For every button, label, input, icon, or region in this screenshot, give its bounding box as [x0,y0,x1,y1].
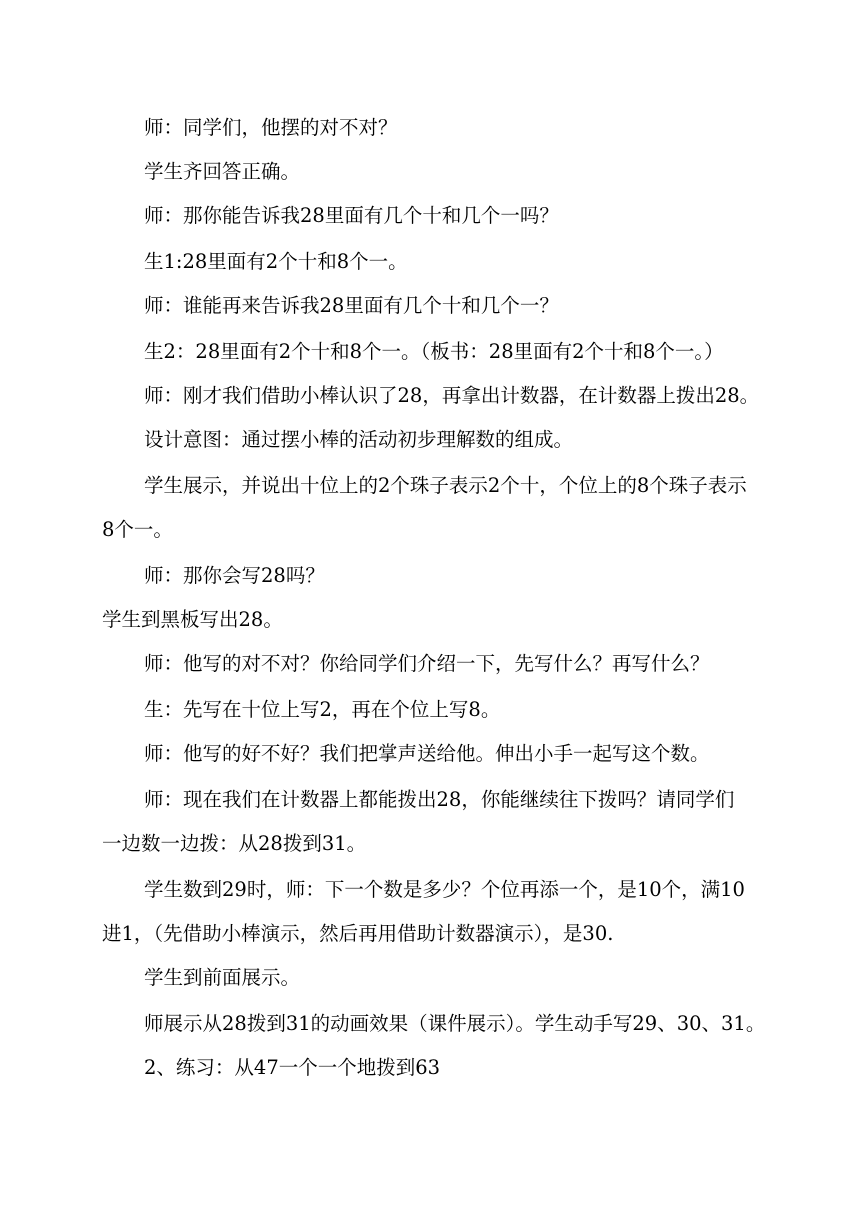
paragraph-line: 生：先写在十位上写2，再在个位上写8。 [144,698,501,721]
paragraph-line: 学生齐回答正确。 [144,160,301,183]
paragraph-line: 2、练习：从47一个一个地拨到63 [144,1056,441,1079]
paragraph-line: 生1:28里面有2个十和8个一。 [144,250,408,273]
paragraph-line: 师：那你会写28吗？ [144,564,325,587]
paragraph-line: 师：他写的好不好？我们把掌声送给他。伸出小手一起写这个数。 [144,742,710,765]
paragraph-line: 设计意图：通过摆小棒的活动初步理解数的组成。 [144,428,574,451]
paragraph-line: 学生展示，并说出十位上的2个珠子表示2个十，个位上的8个珠子表示 [144,474,747,497]
paragraph-line: 进1，（先借助小棒演示，然后再用借助计数器演示），是30. [102,922,614,945]
paragraph-line: 师：他写的对不对？你给同学们介绍一下，先写什么？再写什么？ [144,652,710,675]
paragraph-line: 师：现在我们在计数器上都能拨出28，你能继续往下拨吗？请同学们 [144,788,735,811]
paragraph-line: 生2：28里面有2个十和8个一。（板书：28里面有2个十和8个一。） [144,340,724,363]
paragraph-line: 一边数一边拨：从28拨到31。 [102,832,367,855]
paragraph-line: 师：那你能告诉我28里面有几个十和几个一吗？ [144,204,559,227]
paragraph-line: 师展示从28拨到31的动画效果（课件展示）。学生动手写29、30、31。 [144,1012,766,1035]
paragraph-line: 师：刚才我们借助小棒认识了28，再拿出计数器，在计数器上拨出28。 [144,384,760,407]
paragraph-line: 学生数到29时，师：下一个数是多少？个位再添一个，是10个，满10 [144,878,745,901]
paragraph-line: 师：同学们，他摆的对不对？ [144,116,398,139]
paragraph-line: 师：谁能再来告诉我28里面有几个十和几个一？ [144,294,559,317]
paragraph-line: 学生到黑板写出28。 [102,608,283,631]
paragraph-line: 8个一。 [102,518,173,541]
paragraph-line: 学生到前面展示。 [144,966,301,989]
